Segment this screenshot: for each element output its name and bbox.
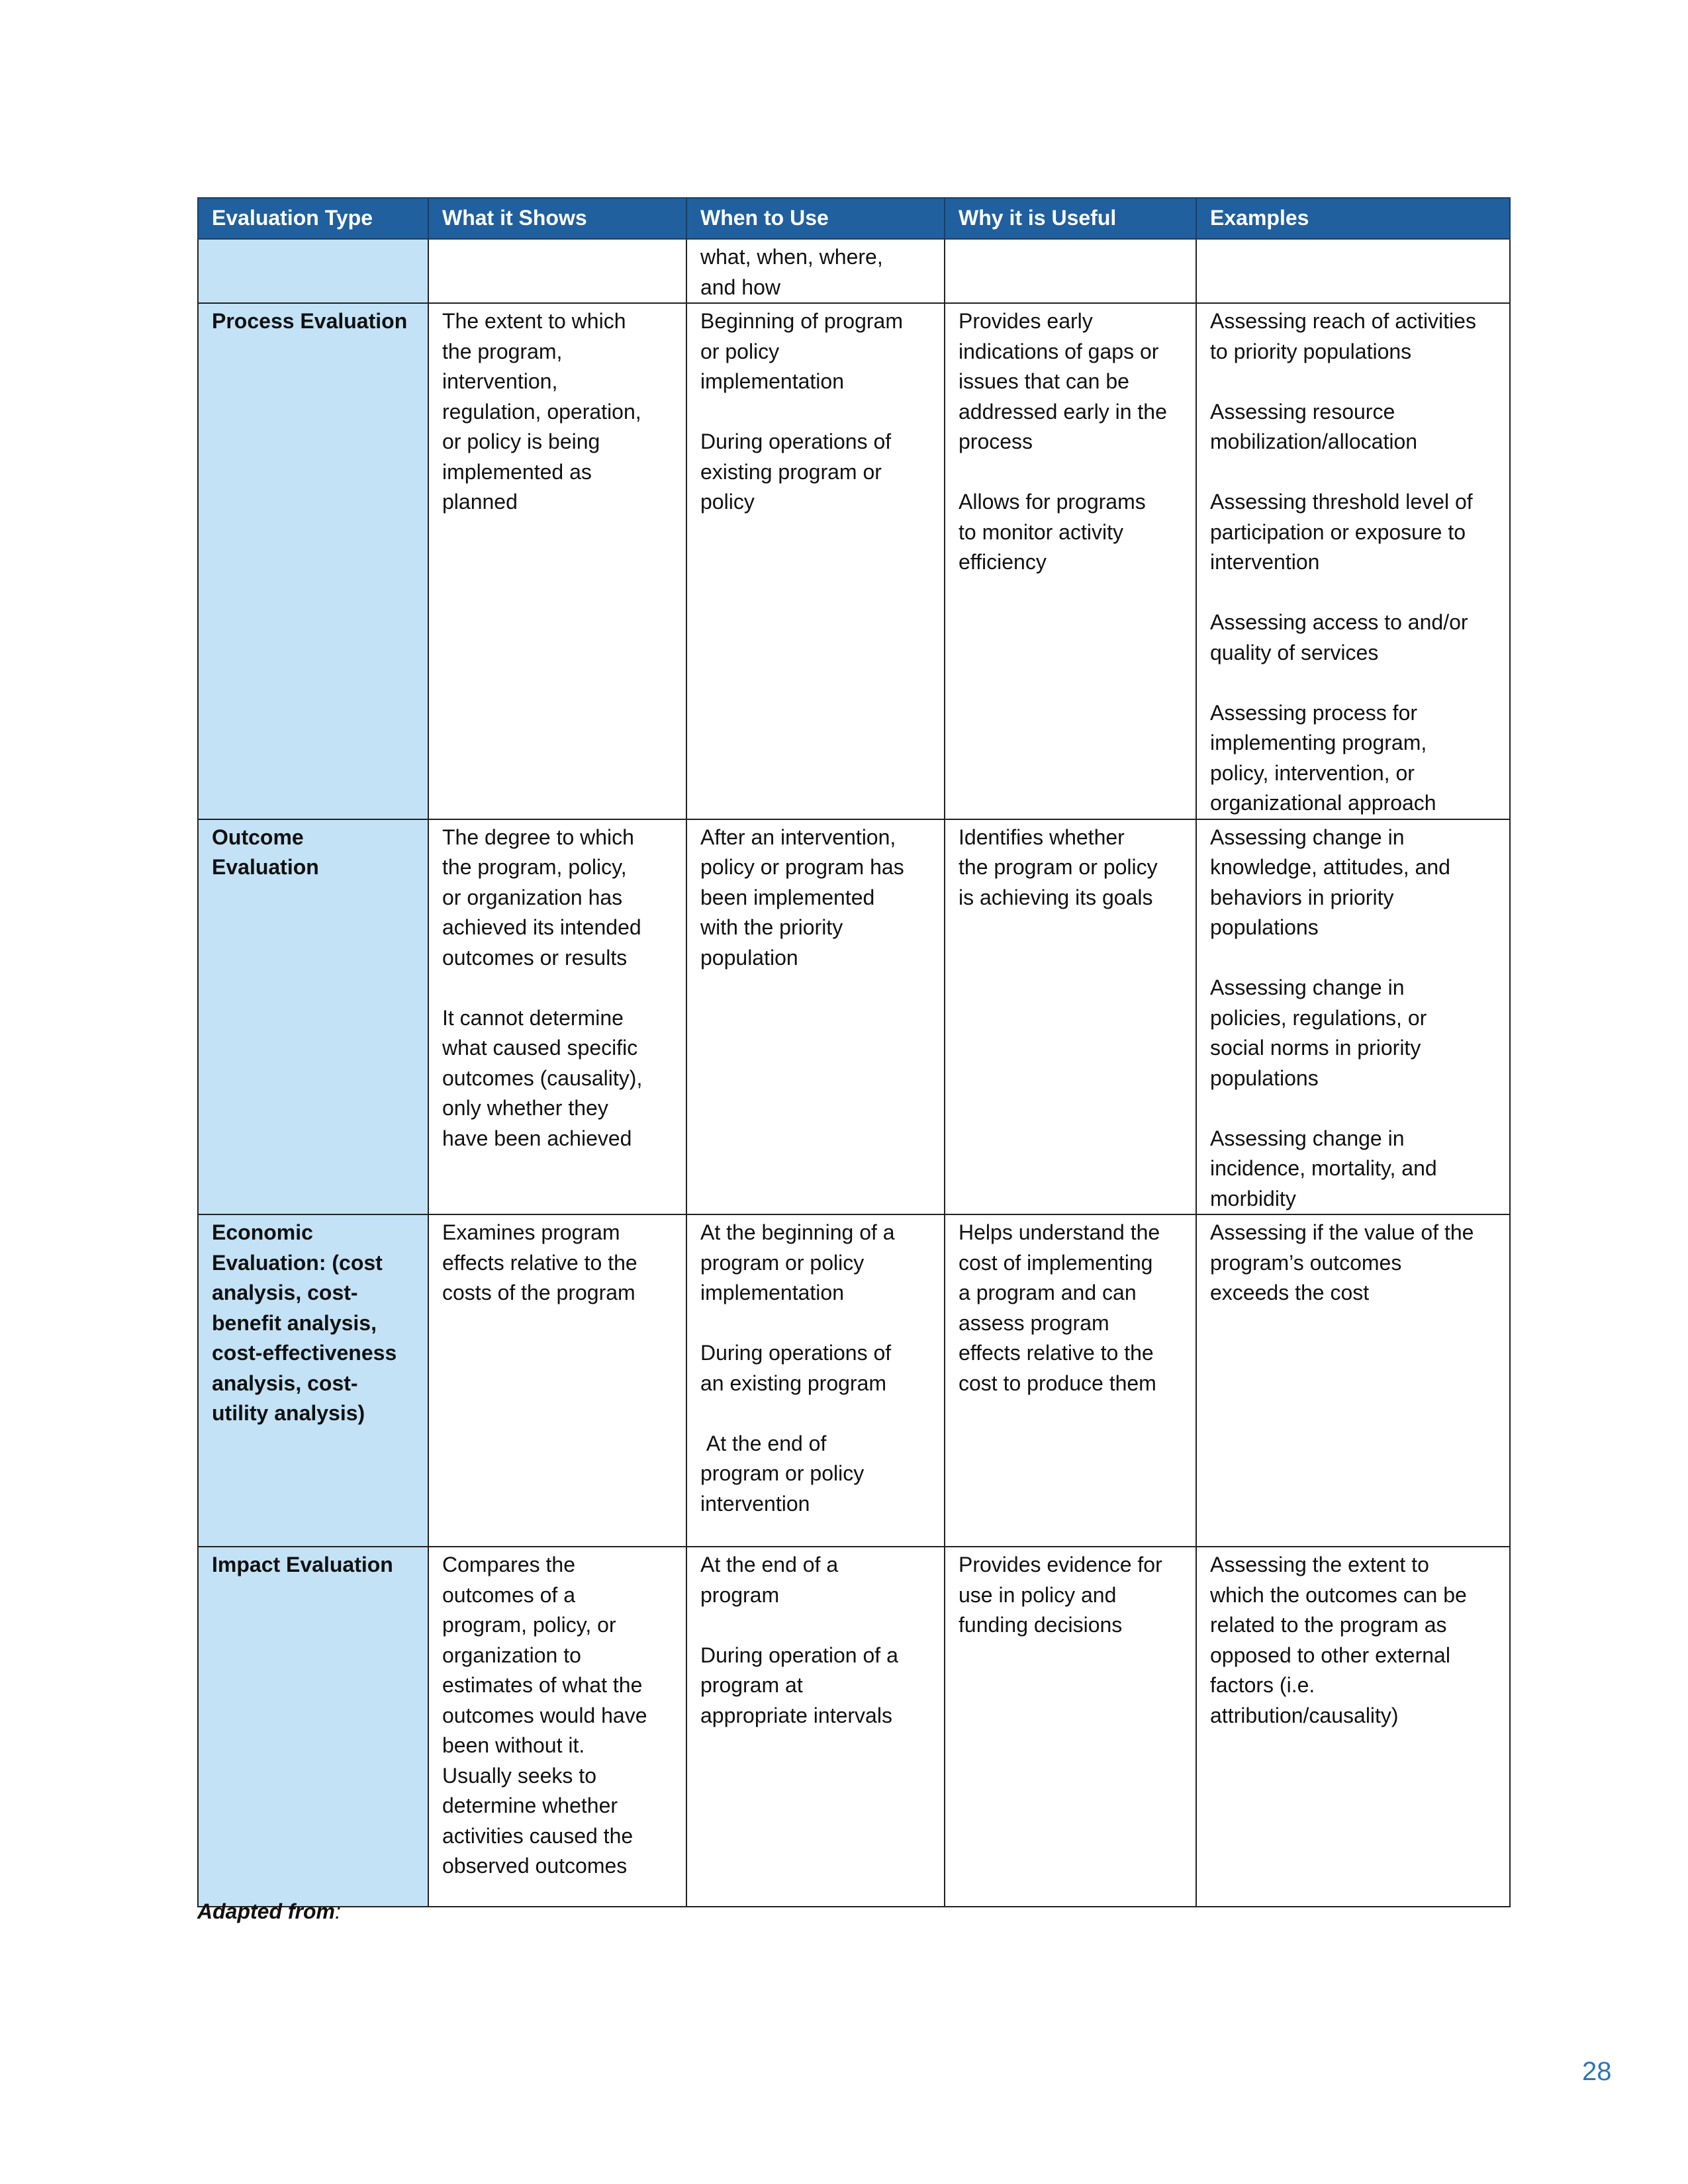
cell-when-to-use: After an intervention, policy or program has been implemented with the priority population: [686, 819, 945, 1215]
table-row-outcome-evaluation: [198, 819, 1510, 1215]
cell-examples: Assessing reach of activities to priority populations Assessing resource mobilization/allocation Assessing threshold level of participation or exposure to intervention Assessing access to and/or quality of services Assessing process for implementing program, policy, intervention, or organizational approach: [1196, 303, 1510, 819]
cell-what-it-shows: [428, 239, 686, 303]
cell-examples: [1196, 239, 1510, 303]
cell-evaluation-type: Process Evaluation: [198, 303, 428, 819]
cell-why-it-is-useful: [945, 239, 1196, 303]
cell-evaluation-type: Outcome Evaluation: [198, 819, 428, 1215]
cell-what-it-shows: The degree to which the program, policy, or organization has achieved its intended outcomes or results It cannot determine what caused specific outcomes (causality), only whether they have been achieved: [428, 819, 686, 1215]
adapted-from-label: Adapted from: [197, 1899, 335, 1923]
cell-what-it-shows: The extent to which the program, intervention, regulation, operation, or policy is being implemented as planned: [428, 303, 686, 819]
cell-what-it-shows: Compares the outcomes of a program, policy, or organization to estimates of what the outcomes would have been without it. Usually seeks to determine whether activities caused the observed outcomes: [428, 1547, 686, 1907]
cell-evaluation-type: Economic Evaluation: (cost analysis, cost- benefit analysis, cost-effectiveness analysis, cost- utility analysis): [198, 1214, 428, 1547]
cell-examples: Assessing the extent to which the outcomes can be related to the program as opposed to other external factors (i.e. attribution/causality): [1196, 1547, 1510, 1907]
page-number: 28: [1582, 2057, 1612, 2086]
cell-when-to-use: At the end of a program During operation of a program at appropriate intervals: [686, 1547, 945, 1907]
cell-why-it-is-useful: Helps understand the cost of implementing a program and can assess program effects relative to the cost to produce them: [945, 1214, 1196, 1547]
table-row-continued: [198, 239, 1510, 303]
header-examples: Examples: [1196, 198, 1510, 239]
evaluation-types-table: [197, 197, 1511, 1907]
header-evaluation-type: Evaluation Type: [198, 198, 428, 239]
table-row-impact-evaluation: [198, 1547, 1510, 1907]
cell-examples: Assessing if the value of the program’s outcomes exceeds the cost: [1196, 1214, 1510, 1547]
cell-evaluation-type: Impact Evaluation: [198, 1547, 428, 1907]
header-why-it-is-useful: Why it is Useful: [945, 198, 1196, 239]
cell-why-it-is-useful: Provides early indications of gaps or issues that can be addressed early in the process Allows for programs to monitor activity efficiency: [945, 303, 1196, 819]
cell-why-it-is-useful: Identifies whether the program or policy is achieving its goals: [945, 819, 1196, 1215]
table-row-process-evaluation: [198, 303, 1510, 819]
header-what-it-shows: What it Shows: [428, 198, 686, 239]
table-header-row: [198, 198, 1510, 239]
table-row-economic-evaluation: [198, 1214, 1510, 1547]
cell-when-to-use: what, when, where, and how: [686, 239, 945, 303]
cell-why-it-is-useful: Provides evidence for use in policy and funding decisions: [945, 1547, 1196, 1907]
adapted-from-note: [197, 1899, 341, 1924]
cell-examples: Assessing change in knowledge, attitudes, and behaviors in priority populations Assessing change in policies, regulations, or social norms in priority populations Assessing change in incidence, mortality, and morbidity: [1196, 819, 1510, 1215]
cell-when-to-use: At the beginning of a program or policy implementation During operations of an existing program At the end of program or policy intervention: [686, 1214, 945, 1547]
cell-evaluation-type: [198, 239, 428, 303]
header-when-to-use: When to Use: [686, 198, 945, 239]
adapted-from-colon: :: [335, 1899, 341, 1923]
cell-what-it-shows: Examines program effects relative to the costs of the program: [428, 1214, 686, 1547]
cell-when-to-use: Beginning of program or policy implementation During operations of existing program or policy: [686, 303, 945, 819]
